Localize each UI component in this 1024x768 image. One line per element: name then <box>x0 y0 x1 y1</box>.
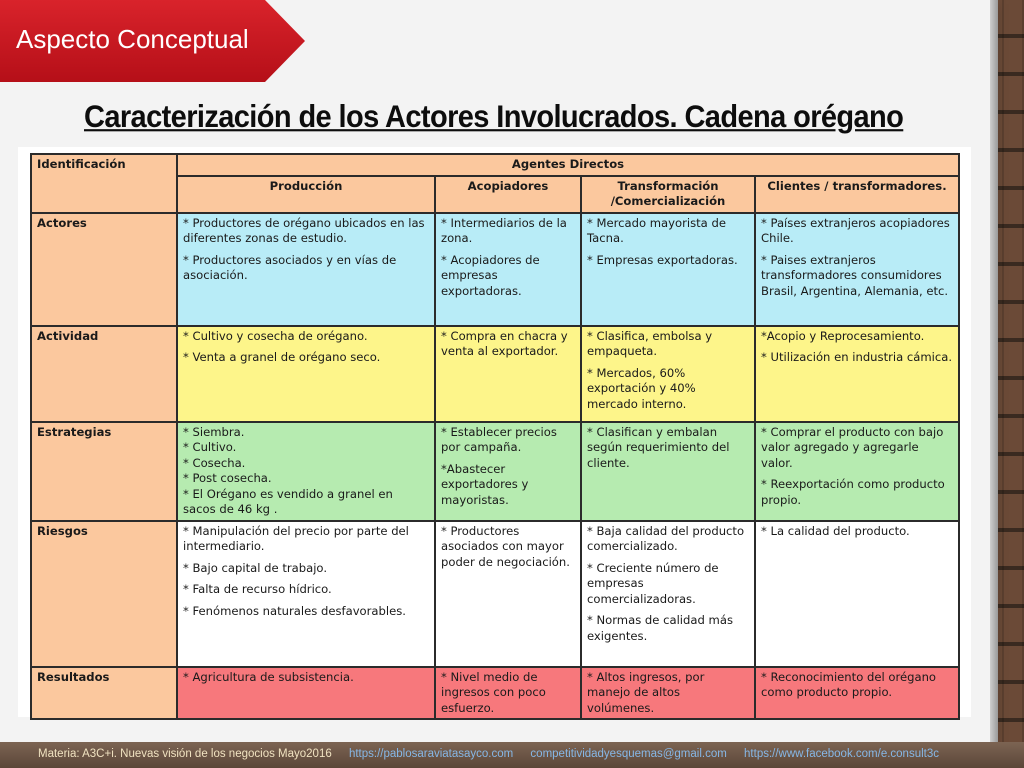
column-header: Clientes / transformadores. <box>755 176 959 213</box>
table-row <box>31 667 959 720</box>
table-row <box>31 326 959 422</box>
table-row <box>31 213 959 326</box>
table-row <box>31 521 959 667</box>
cell-item: * Productores asociados con mayor poder de negociación. <box>441 523 570 569</box>
page-title: Caracterización de los Actores Involucrados. Cadena orégano <box>84 100 904 135</box>
section-badge <box>0 0 305 82</box>
cell-item: * Productores de orégano ubicados en las diferentes zonas de estudio. <box>183 215 425 245</box>
cell-item: * Normas de calidad más exigentes. <box>587 613 733 643</box>
column-header: Producción <box>177 176 435 213</box>
footer-link-email[interactable]: competitividadyesquemas@gmail.com <box>530 748 727 760</box>
row-label: Resultados <box>31 667 177 720</box>
table-cell <box>581 521 755 667</box>
column-header: Transformación /Comercialización <box>581 176 755 213</box>
cell-item: * Creciente número de empresas comercializadoras. <box>587 560 719 606</box>
table-row <box>31 422 959 521</box>
row-label: Estrategias <box>31 422 177 521</box>
footer-course: Materia: A3C+i. Nuevas visión de los negocios Mayo2016 <box>38 748 332 760</box>
table-cell <box>435 422 581 521</box>
table-cell <box>177 326 435 422</box>
table-cell <box>755 422 959 521</box>
cell-item: * Productores asociados y en vías de asociación. <box>183 252 397 282</box>
table-cell <box>435 213 581 326</box>
actors-table <box>30 153 960 720</box>
cell-item: * Agricultura de subsistencia. <box>183 669 354 684</box>
cell-item: * Intermediarios de la zona. <box>441 215 567 245</box>
table-cell <box>177 667 435 720</box>
cell-item: * Clasifican y embalan según requerimiento del cliente. <box>587 424 730 470</box>
row-label: Riesgos <box>31 521 177 667</box>
table-cell <box>755 213 959 326</box>
cell-item: * Reexportación como producto propio. <box>761 477 945 507</box>
row-label: Actividad <box>31 326 177 422</box>
table-cell <box>435 326 581 422</box>
corner-header: Identificación <box>31 154 177 213</box>
group-header: Agentes Directos <box>177 154 959 176</box>
cell-item: * Baja calidad del producto comercializado. <box>587 523 745 553</box>
cell-item: * Bajo capital de trabajo. <box>183 560 328 575</box>
table-cell <box>581 326 755 422</box>
cell-item: * Empresas exportadoras. <box>587 252 738 267</box>
footer-link-facebook[interactable]: https://www.facebook.com/e.consult3c <box>744 748 939 760</box>
cell-item: * La calidad del producto. <box>761 523 910 538</box>
cell-item: * Siembra. * Cultivo. * Cosecha. * Post cosecha. * El Orégano es vendido a granel en sacos de 46 kg . <box>183 424 393 516</box>
row-label: Actores <box>31 213 177 326</box>
cell-item: * Altos ingresos, por manejo de altos volúmenes. <box>587 669 705 715</box>
cell-item: * Clasifica, embolsa y empaqueta. <box>587 328 713 358</box>
column-header: Acopiadores <box>435 176 581 213</box>
table-cell <box>581 422 755 521</box>
cell-item: * Establecer precios por campaña. <box>441 424 557 454</box>
table-cell <box>177 521 435 667</box>
table-container <box>18 147 971 717</box>
cell-item: * Paises extranjeros transformadores consumidores Brasil, Argentina, Alemania, etc. <box>761 252 949 298</box>
cell-item: * Mercado mayorista de Tacna. <box>587 215 726 245</box>
footer-link-website[interactable]: https://pablosaraviatasayco.com <box>348 748 514 760</box>
cell-item: * Comprar el producto con bajo valor agregado y agregarle valor. <box>761 424 944 470</box>
table-cell <box>581 213 755 326</box>
cell-item: * Manipulación del precio por parte del intermediario. <box>183 523 409 553</box>
cell-item: * Compra en chacra y venta al exportador. <box>441 328 568 358</box>
cell-item: *Acopio y Reprocesamiento. <box>761 328 925 343</box>
cell-item: * Cultivo y cosecha de orégano. <box>183 328 368 343</box>
cell-item: * Acopiadores de empresas exportadoras. <box>441 252 540 298</box>
cell-item: *Abastecer exportadores y mayoristas. <box>441 461 529 507</box>
table-cell <box>177 422 435 521</box>
table-cell <box>435 521 581 667</box>
cell-item: * Venta a granel de orégano seco. <box>183 350 381 364</box>
cell-item: * Mercados, 60% exportación y 40% mercado interno. <box>587 365 696 411</box>
table-cell <box>177 213 435 326</box>
footer <box>38 748 939 760</box>
table-cell <box>755 667 959 720</box>
slide-edge <box>990 0 998 742</box>
cell-item: * Nivel medio de ingresos con poco esfuerzo. <box>441 669 546 715</box>
table-cell <box>755 521 959 667</box>
cell-item: * Fenómenos naturales desfavorables. <box>183 603 406 618</box>
table-cell <box>755 326 959 422</box>
section-badge-label: Aspecto Conceptual <box>16 24 249 54</box>
table-cell <box>435 667 581 720</box>
cell-item: * Utilización en industria cámica. <box>761 350 953 364</box>
cell-item: * Países extranjeros acopiadores Chile. <box>761 215 950 245</box>
cell-item: * Reconocimiento del orégano como producto propio. <box>761 669 937 699</box>
table-cell <box>581 667 755 720</box>
cell-item: * Falta de recurso hídrico. <box>183 582 332 596</box>
